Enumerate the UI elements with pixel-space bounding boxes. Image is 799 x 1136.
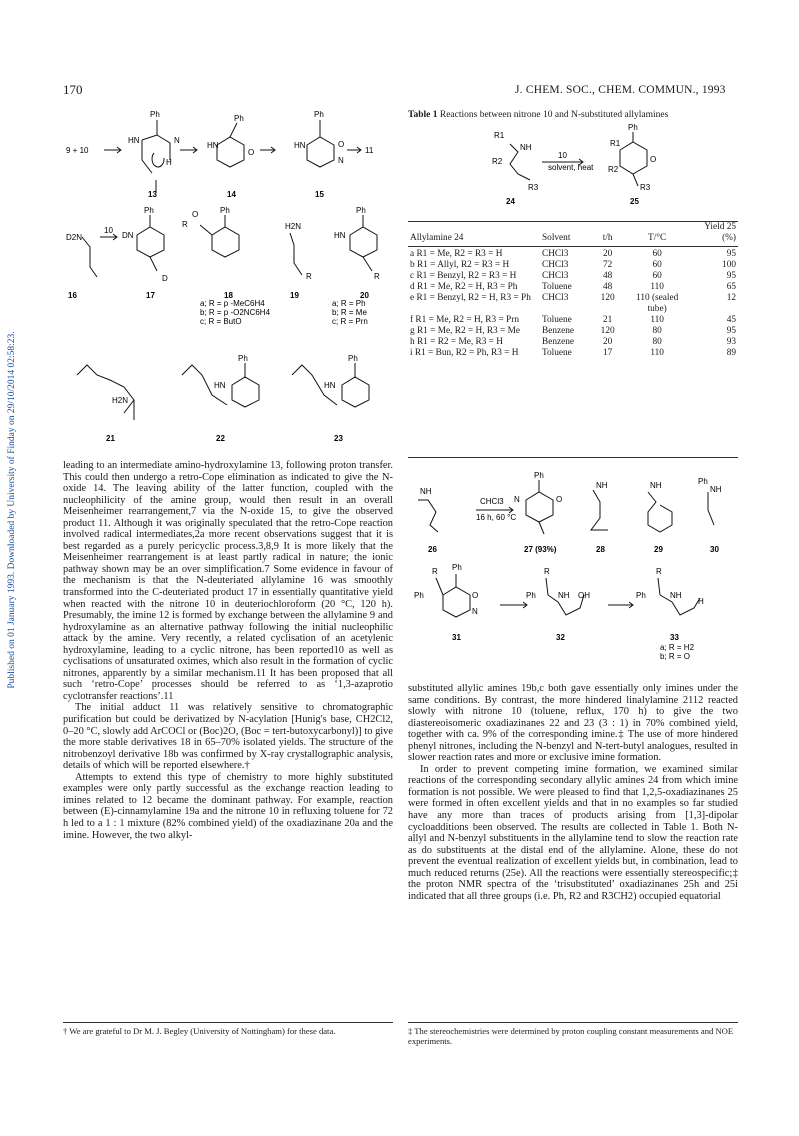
svg-text:O: O bbox=[248, 148, 255, 157]
scheme-deuterium-acyl bbox=[62, 205, 392, 326]
left-column bbox=[63, 460, 393, 841]
svg-text:Ph: Ph bbox=[452, 563, 462, 572]
footnote-right: ‡ The stereochemistries were determined by proton coupling constant measurements and NOE experiments. bbox=[408, 1026, 734, 1046]
svg-text:H2N: H2N bbox=[112, 396, 129, 405]
svg-text:R1: R1 bbox=[610, 139, 621, 148]
svg-text:NH: NH bbox=[710, 485, 722, 494]
svg-text:Ph: Ph bbox=[636, 591, 646, 600]
label-17: 17 bbox=[146, 291, 155, 300]
label-24: 24 bbox=[506, 197, 515, 206]
footnote-rule-left bbox=[63, 1022, 393, 1023]
svg-text:Ph: Ph bbox=[628, 123, 638, 132]
left-paragraph-2: The initial adduct 11 was relatively sensitive to chromatographic purification but could be derivatized by N-acylation [Hunig's base, CH2Cl2, 0–20 °C, slowly add ArCOCl or (Boc)2O, (Boc = tert-butoxycarbonyl)] to give the more stable derivatives 18 in 65–70% isolated yields. The structure of the nitrobenzoyl derivative 18b was confirmed by X-ray crystallographic analysis, details of which will be reported elsewhere.† bbox=[63, 702, 393, 772]
col-time: t/h bbox=[602, 233, 613, 243]
left-paragraph-1: leading to an intermediate amino-hydroxylamine 13, following proton transfer. This could then undergo a retro-Cope elimination as indicated to give the N-oxide 14. The leaving ability of the latter function, coupled with the nucleophilicity of the amine group, would then result in an overall Meisenheimer rearrangement,7 via the N-oxide 15, to give the observed product 11. Although it was originally speculated that the retro-Cope reaction involved radical intermediates,2a more recent observations suggest that it is best regarded as a purely pericyclic process.3,8,9 It is more likely that the Meisenheimer rearrangement is at least partly radical in nature; the ionic pathway shown may be an over simplification.7 Some evidence in favour of the mechanism is that the N-deuteriated allylamine 16 was smoothly transformed into the C-deuteriated product 17 in essentially quantitative yield when reacted with the nitrone 10 in deuteriochloroform (20 °C, 120 h). Presumably, the imine 12 is formed by exchange between the allylamine 9 and hydroxylamine as an alternative pathway following the initial nucleophilic attack by the amine. Very recently, a related cyclisation of an acetylenic hydroxylamine, leading to a cyclic nitrone, has been reported10 as well as cyclisations of unsaturated oximes, which also result in the formation of cyclic nitrones, apparently by a similar mechanism.11 It has been proposed that all such ‘retro-Cope’ processes should be referred to as ‘1,3-azaprotio cyclotransfer reactions’.11 bbox=[63, 460, 393, 702]
sub20-c: c; R = Prn bbox=[332, 317, 368, 326]
label-29: 29 bbox=[654, 545, 663, 554]
label-22: 22 bbox=[216, 434, 225, 443]
svg-text:HN: HN bbox=[207, 141, 219, 150]
svg-text:R: R bbox=[374, 272, 380, 281]
sub20-b: b; R = Me bbox=[332, 308, 367, 317]
conditions-solvent: CHCl3 bbox=[480, 497, 504, 506]
svg-text:R: R bbox=[306, 272, 312, 281]
svg-text:N: N bbox=[174, 136, 180, 145]
svg-text:Ph: Ph bbox=[698, 477, 708, 486]
scheme2-reagent: 10 bbox=[104, 226, 113, 235]
table-scheme bbox=[470, 124, 740, 208]
right-paragraph-1: substituted allylic amines 19b,c both gave essentially only imines under the same conditions. By contrast, the more hindered linalylamine 2112 reacted slowly with nitrone 10 (toluene, reflux, 170 h) to give the two diastereoisomeric oxadiazinanes 22 and 23 (3 : 1) in 70% combined yield, together with ca. 9% of the corresponding imine.‡ The use of more hindered phenyl nitrones, including the N-benzyl and N-tert-butyl analogues, resulted in slower reaction rates and more or exclusive imine formation. bbox=[408, 683, 738, 764]
svg-text:Ph: Ph bbox=[220, 206, 230, 215]
svg-text:H: H bbox=[166, 158, 172, 167]
svg-text:Ph: Ph bbox=[356, 206, 366, 215]
table-1 bbox=[408, 222, 738, 359]
svg-text:HN: HN bbox=[214, 381, 226, 390]
svg-text:O: O bbox=[338, 140, 345, 149]
col-solvent: Solvent bbox=[542, 233, 571, 243]
table-caption: Table 1 Reactions between nitrone 10 and N-substituted allylamines bbox=[408, 110, 669, 120]
svg-text:NH: NH bbox=[596, 481, 608, 490]
label-32: 32 bbox=[556, 633, 565, 642]
svg-text:Ph: Ph bbox=[414, 591, 424, 600]
svg-text:D: D bbox=[162, 274, 168, 283]
label-20: 20 bbox=[360, 291, 369, 300]
svg-text:NH: NH bbox=[420, 487, 432, 496]
table-bottom-rule bbox=[408, 457, 738, 458]
table-header-row bbox=[408, 222, 738, 244]
svg-text:O: O bbox=[472, 591, 479, 600]
right-paragraph-2: In order to prevent competing imine formation, we examined similar reactions of the corresponding secondary allylic amines 24 from which imine formation is not possible. We were pleased to find that 1,2,5-oxadiazinanes 25 were formed in often excellent yields and that in no examples so far studied have any more than traces of products arising from [1,3]-dipolar cycloadditions been observed. The results are collected in Table 1. Both N-allyl and N-benzyl substituents in the allylamine tend to slow the reaction rate as do substituents at the distal end of the allylamine. Alone, these do not prevent the eventual realization of excellent yields but, in combination, lead to much reduced returns (25e). All the reactions were essentially stereospecific;‡ the proton NMR spectra of the ‘trisubstituted’ oxadiazinanes 25h and 25i indicated that all three groups (i.e. Ph, R2 and R3CH2) occupied equatorial bbox=[408, 763, 738, 902]
svg-text:HN: HN bbox=[334, 231, 346, 240]
svg-text:Ph: Ph bbox=[150, 110, 160, 119]
sub20-a: a; R = Ph bbox=[332, 299, 366, 308]
scheme1-product: 11 bbox=[365, 146, 374, 155]
svg-text:O: O bbox=[556, 495, 563, 504]
sub18-a: a; R = p -MeC6H4 bbox=[200, 299, 265, 308]
svg-text:H: H bbox=[698, 597, 704, 606]
table-row: f R1 = Me, R2 = H, R3 = Prn Toluene 21 110 45 bbox=[410, 315, 736, 325]
label-31: 31 bbox=[452, 633, 461, 642]
label-21: 21 bbox=[106, 434, 115, 443]
svg-text:R1: R1 bbox=[494, 131, 505, 140]
svg-text:Ph: Ph bbox=[314, 110, 324, 119]
label-25: 25 bbox=[630, 197, 639, 206]
table-row: g R1 = Me, R2 = H, R3 = Me Benzene 120 80 95 bbox=[410, 326, 736, 336]
table-scheme-conditions: solvent, heat bbox=[548, 163, 594, 172]
svg-text:HN: HN bbox=[294, 141, 306, 150]
label-33: 33 bbox=[670, 633, 679, 642]
col-yield: Yield 25 (%) bbox=[704, 222, 736, 243]
svg-text:Ph: Ph bbox=[534, 471, 544, 480]
page-number: 170 bbox=[63, 82, 83, 97]
table-row: c R1 = Benzyl, R2 = R3 = H CHCl3 48 60 95 bbox=[410, 271, 736, 281]
svg-text:R: R bbox=[182, 220, 188, 229]
label-15: 15 bbox=[315, 190, 324, 199]
svg-text:O: O bbox=[192, 210, 199, 219]
scheme-31-33 bbox=[408, 560, 738, 670]
sub18-c: c; R = ButO bbox=[200, 317, 242, 326]
svg-text:NH: NH bbox=[670, 591, 682, 600]
conditions-time: 16 h, 60 °C bbox=[476, 513, 517, 522]
table-scheme-reagent: 10 bbox=[558, 151, 567, 160]
table-row: e R1 = Benzyl, R2 = H, R3 = Ph CHCl3 120 110 (sealed tube) 12 bbox=[410, 293, 736, 314]
svg-text:N: N bbox=[514, 495, 520, 504]
svg-text:HN: HN bbox=[324, 381, 336, 390]
table-row: h R1 = R2 = Me, R3 = H Benzene 20 80 93 bbox=[410, 337, 736, 347]
label-27: 27 (93%) bbox=[524, 545, 557, 554]
label-23: 23 bbox=[334, 434, 343, 443]
sub33-b: b; R = O bbox=[660, 652, 691, 661]
col-temp: T/°C bbox=[648, 233, 667, 243]
scheme-products-26-30 bbox=[408, 470, 738, 556]
svg-text:R3: R3 bbox=[640, 183, 651, 192]
label-19: 19 bbox=[290, 291, 299, 300]
sub18-b: b; R = p -O2NC6H4 bbox=[200, 308, 271, 317]
label-26: 26 bbox=[428, 545, 437, 554]
footnote-rule-right bbox=[408, 1022, 738, 1023]
label-30: 30 bbox=[710, 545, 719, 554]
svg-text:Ph: Ph bbox=[234, 114, 244, 123]
svg-text:Ph: Ph bbox=[144, 206, 154, 215]
svg-text:D2N: D2N bbox=[66, 233, 83, 242]
table-row: a R1 = Me, R2 = R3 = H CHCl3 20 60 95 bbox=[410, 249, 736, 259]
label-16: 16 bbox=[68, 291, 77, 300]
left-paragraph-3: Attempts to extend this type of chemistry to more highly substituted examples were only partly successful as the exchange reaction leading to imines related to 12 became the dominant pathway. For example, reaction between (E)-cinnamylamine 19a and the nitrone 10 in refluxing toluene for 72 h led to a 1 : 1 mixture (82% combined yield) of the oxadiazinane 20a and the imine. However, the two alkyl- bbox=[63, 771, 393, 841]
table-row: b R1 = Allyl, R2 = R3 = H CHCl3 72 60 100 bbox=[410, 260, 736, 270]
scheme-linalyl bbox=[62, 355, 392, 445]
svg-text:Ph: Ph bbox=[526, 591, 536, 600]
col-allylamine: Allylamine 24 bbox=[410, 233, 464, 243]
svg-text:R: R bbox=[656, 567, 662, 576]
svg-text:OH: OH bbox=[578, 591, 590, 600]
svg-text:H2N: H2N bbox=[285, 222, 302, 231]
download-notice: Published on 01 January 1993. Downloaded by University of Finday on 29/10/2014 02:58:23. bbox=[7, 331, 17, 689]
scheme-mechanism bbox=[62, 105, 392, 200]
svg-text:R: R bbox=[432, 567, 438, 576]
svg-text:N: N bbox=[472, 607, 478, 616]
svg-text:NH: NH bbox=[650, 481, 662, 490]
right-column bbox=[408, 683, 738, 902]
scheme1-reactants: 9 + 10 bbox=[66, 146, 89, 155]
svg-text:NH: NH bbox=[520, 143, 532, 152]
sub33-a: a; R = H2 bbox=[660, 643, 695, 652]
table-row: d R1 = Me, R2 = H, R3 = Ph Toluene 48 110 65 bbox=[410, 282, 736, 292]
svg-text:HN: HN bbox=[128, 136, 140, 145]
label-14: 14 bbox=[227, 190, 236, 199]
svg-text:R3: R3 bbox=[528, 183, 539, 192]
table-row: i R1 = Bun, R2 = Ph, R3 = H Toluene 17 110 89 bbox=[410, 348, 736, 358]
svg-text:Ph: Ph bbox=[348, 354, 358, 363]
svg-text:N: N bbox=[338, 156, 344, 165]
svg-text:R2: R2 bbox=[492, 157, 503, 166]
svg-text:Ph: Ph bbox=[238, 354, 248, 363]
label-13: 13 bbox=[148, 190, 157, 199]
svg-text:DN: DN bbox=[122, 231, 134, 240]
running-head: J. CHEM. SOC., CHEM. COMMUN., 1993 bbox=[515, 84, 726, 96]
svg-text:O: O bbox=[650, 155, 657, 164]
svg-text:NH: NH bbox=[558, 591, 570, 600]
svg-text:R: R bbox=[544, 567, 550, 576]
label-18: 18 bbox=[224, 291, 233, 300]
svg-text:R2: R2 bbox=[608, 165, 619, 174]
label-28: 28 bbox=[596, 545, 605, 554]
footnote-left: † We are grateful to Dr M. J. Begley (University of Nottingham) for these data. bbox=[63, 1026, 336, 1036]
